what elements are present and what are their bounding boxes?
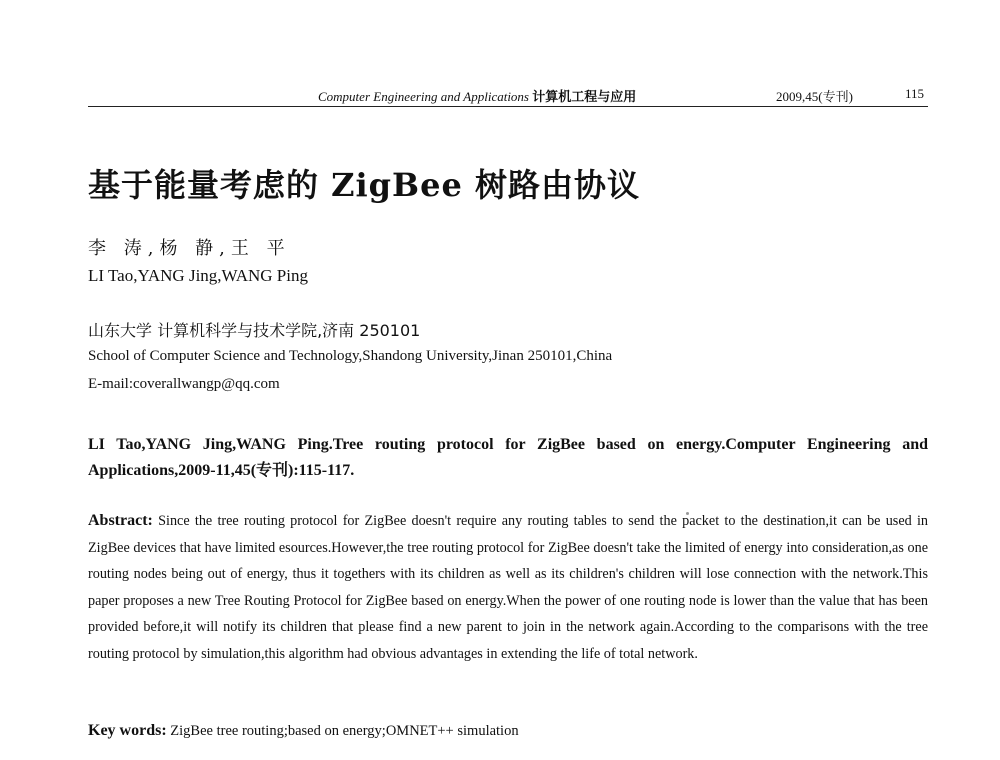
issue-info: 2009,45(专刊) bbox=[776, 89, 853, 104]
header-rule bbox=[88, 106, 928, 107]
authors-en: LI Tao,YANG Jing,WANG Ping bbox=[88, 266, 308, 285]
affiliation-en: School of Computer Science and Technology,Shandong University,Jinan 250101,China bbox=[88, 348, 613, 364]
abstract-text: Since the tree routing protocol for ZigBee doesn't require any routing tables to send the packet to the destination,it can be used in ZigBee devices that have limited esources.However,the tree routing protocol for ZigBee doesn't take the limited of energy into consideration,as one routing nodes being out of energy, thus it togethers with its children as well as its children's children will lose connection with the network.This paper proposes a new Tree Routing Protocol for ZigBee based on energy.When the power of one routing node is lower than the value that has been provided before,it will notify its children that please find a new parent to join in the network again.According to the comparisons with the tree routing protocol by simulation,this algorithm had obvious advantages in extending the life of total network. bbox=[88, 513, 928, 662]
journal-name bbox=[318, 86, 636, 105]
keywords-label: Key words: bbox=[88, 722, 167, 739]
citation: LI Tao,YANG Jing,WANG Ping.Tree routing protocol for ZigBee based on energy.Computer Engineering and Applications,2009-11,45(专刊):115-117. bbox=[88, 436, 928, 479]
abstract-label: Abstract: bbox=[88, 512, 153, 529]
page-number: 115 bbox=[904, 86, 924, 101]
journal-name-en: Computer Engineering and Applications bbox=[318, 89, 529, 104]
paper-title: 基于能量考虑的 ZigBee 树路由协议 bbox=[88, 166, 640, 204]
keywords-text: ZigBee tree routing;based on energy;OMNET++ simulation bbox=[170, 723, 519, 739]
author-email: E-mail:coverallwangp@qq.com bbox=[88, 376, 280, 392]
journal-name-cn: 计算机工程与应用 bbox=[532, 90, 637, 105]
abstract bbox=[88, 508, 928, 668]
running-header bbox=[88, 84, 928, 106]
affiliation-cn: 山东大学 计算机科学与技术学院,济南 250101 bbox=[88, 321, 421, 340]
keywords bbox=[88, 722, 519, 740]
authors-cn: 李 涛,杨 静,王 平 bbox=[88, 238, 291, 259]
